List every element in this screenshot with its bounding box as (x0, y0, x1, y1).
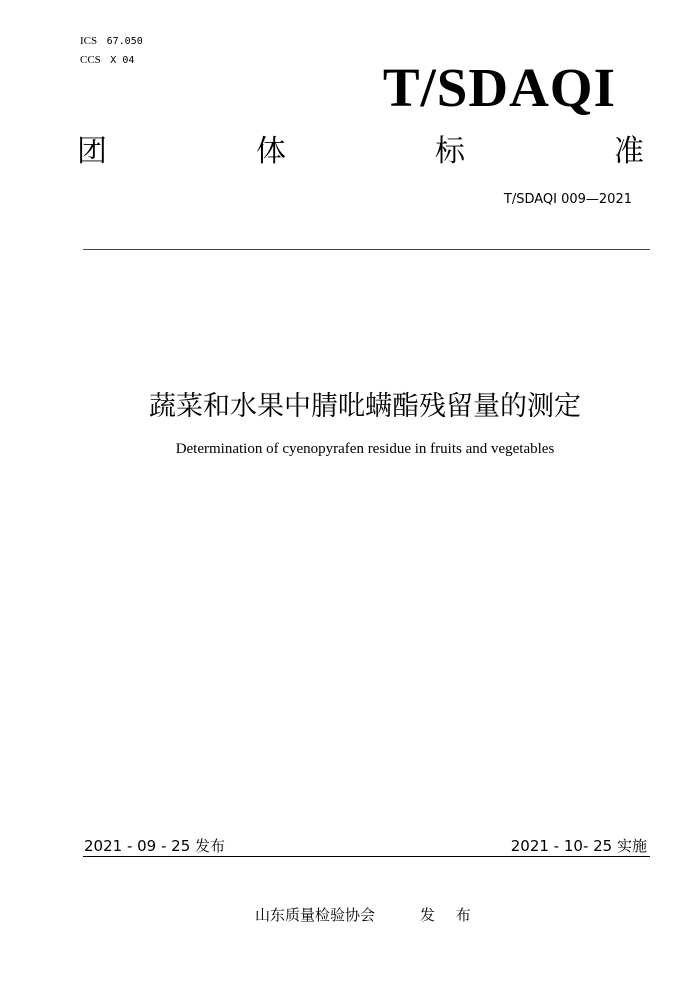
standard-logo: T/SDAQI (382, 57, 616, 118)
footer-divider (83, 856, 650, 857)
standard-type-char-4: 准 (614, 134, 644, 169)
publish-date: 2021 - 09 - 25 发布 (84, 837, 226, 855)
standard-type-char-2: 体 (256, 134, 286, 169)
title-english: Determination of cyenopyrafen residue in fruits and vegetables (175, 441, 555, 457)
ics-value: 67.050 (106, 36, 143, 47)
ccs-label: CCS (80, 54, 101, 66)
standard-type-char-3: 标 (435, 134, 465, 169)
standard-number: T/SDAQI 009—2021 (503, 192, 632, 207)
ccs-value: X 04 (110, 55, 135, 66)
ccs-code (80, 53, 134, 67)
header-divider (83, 249, 650, 250)
ics-label: ICS (80, 35, 98, 47)
implement-date: 2021 - 10- 25 实施 (510, 837, 647, 855)
publish-label: 发 布 (420, 906, 479, 924)
ics-code (80, 34, 143, 48)
title-chinese: 蔬菜和水果中腈吡螨酯残留量的测定 (149, 391, 581, 422)
publisher-name: 山东质量检验协会 (255, 906, 376, 924)
standard-type-char-1: 团 (77, 134, 107, 169)
